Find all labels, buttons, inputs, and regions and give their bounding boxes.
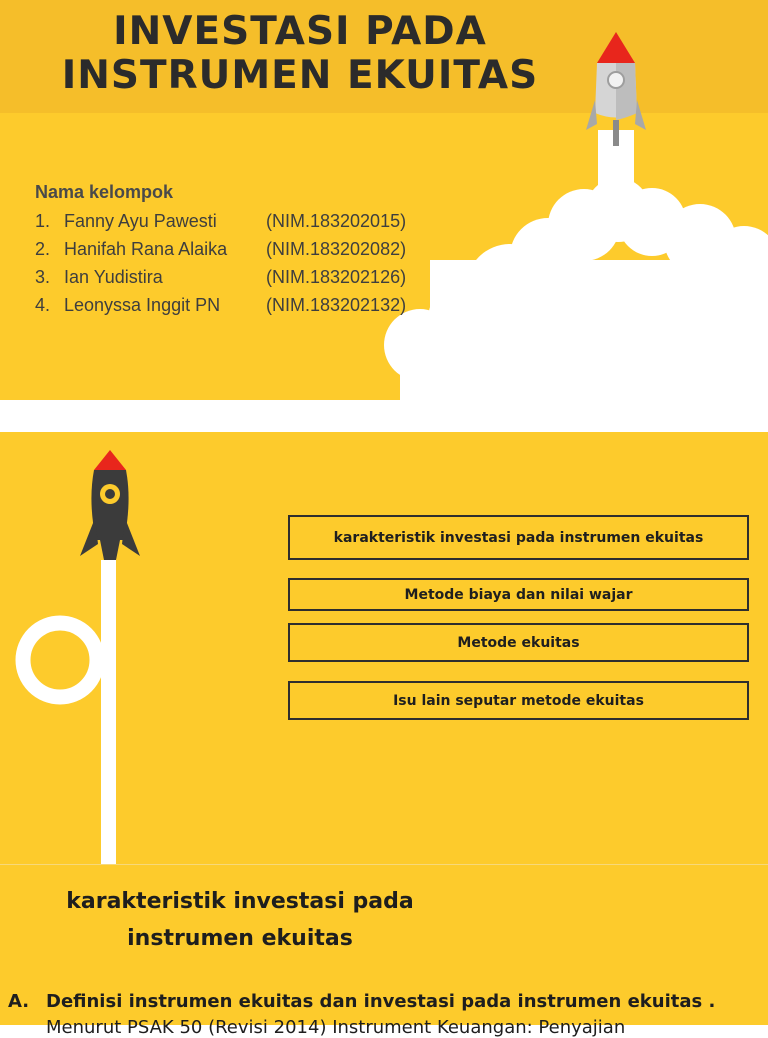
list-item: [8, 991, 715, 1012]
member-row: [35, 211, 407, 239]
heading-line-1: karakteristik investasi pada: [66, 889, 414, 914]
member-number: 3.: [35, 267, 51, 287]
member-number: 2.: [35, 239, 51, 259]
menu-item-metode-ekuitas[interactable]: Metode ekuitas: [288, 623, 749, 662]
member-nim: (NIM.183202082): [266, 239, 407, 259]
member-number: 1.: [35, 211, 51, 231]
slide-karakteristik: [0, 864, 768, 1038]
member-row: [35, 239, 407, 267]
member-row: [35, 267, 407, 295]
member-number: 4.: [35, 295, 51, 315]
rocket-icon-dark: [80, 450, 140, 560]
member-name: Hanifah Rana Alaika: [64, 239, 228, 259]
heading-line-2: instrumen ekuitas: [127, 926, 353, 951]
section-heading: [40, 883, 440, 957]
title-line-2: INSTRUMEN EKUITAS: [61, 53, 539, 98]
menu-item-karakteristik[interactable]: karakteristik investasi pada instrumen ekuitas: [288, 515, 749, 560]
list-item-text: Definisi instrumen ekuitas dan investasi pada instrumen ekuitas .: [46, 991, 716, 1012]
slide-separator: [0, 400, 768, 432]
member-name: Ian Yudistira: [64, 267, 163, 287]
member-name: Fanny Ayu Pawesti: [64, 211, 217, 231]
member-nim: (NIM.183202015): [266, 211, 407, 231]
slide-title: [0, 0, 768, 400]
slide-agenda: [0, 432, 768, 864]
members-label: Nama kelompok: [35, 182, 174, 202]
member-row: [35, 295, 407, 323]
member-nim: (NIM.183202132): [266, 295, 407, 315]
menu-item-metode-biaya[interactable]: Metode biaya dan nilai wajar: [288, 578, 749, 611]
menu-item-isu-lain[interactable]: Isu lain seputar metode ekuitas: [288, 681, 749, 720]
member-name: Leonyssa Inggit PN: [64, 295, 221, 315]
group-members: [35, 182, 407, 323]
member-nim: (NIM.183202126): [266, 267, 407, 287]
list-item-subtext: Menurut PSAK 50 (Revisi 2014) Instrument Keuangan: Penyajian: [46, 1017, 626, 1038]
list-item-letter: A.: [8, 991, 30, 1012]
title-line-1: INVESTASI PADA: [113, 9, 487, 54]
rocket-icon-grey: [586, 32, 646, 146]
